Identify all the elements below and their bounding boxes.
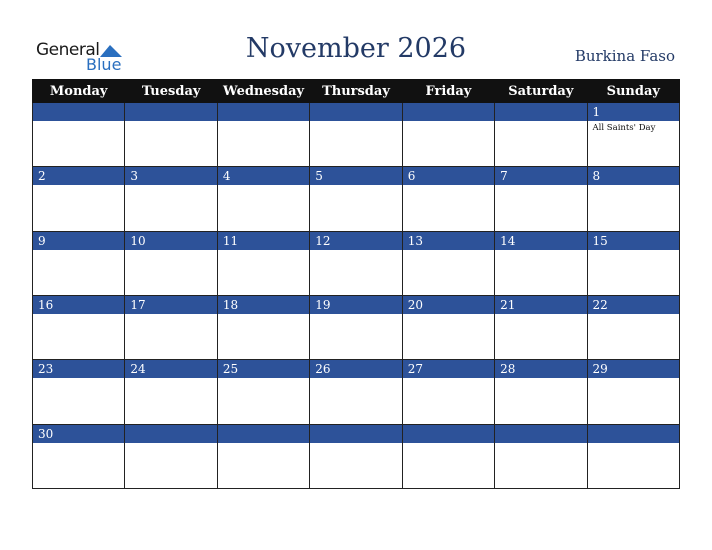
day-cell: [495, 103, 587, 167]
day-cell: [33, 103, 125, 167]
logo-blue-text: Blue: [86, 55, 122, 74]
day-cell: [125, 103, 217, 167]
day-cell: [217, 295, 309, 359]
week-row: [33, 167, 680, 231]
day-number: 16: [33, 296, 124, 314]
holiday-label: All Saints' Day: [592, 123, 656, 133]
weekday-header: Thursday: [310, 80, 402, 103]
day-number: 29: [588, 360, 679, 378]
day-cell: [125, 424, 217, 488]
day-cell: [310, 103, 402, 167]
day-number: 11: [218, 232, 309, 250]
day-number: [125, 425, 216, 443]
day-number: 3: [125, 167, 216, 185]
day-cell: [33, 167, 125, 231]
day-cell: [587, 167, 679, 231]
day-number: 2: [33, 167, 124, 185]
day-cell: [587, 360, 679, 424]
day-cell: [402, 295, 494, 359]
day-number: 1: [588, 103, 679, 121]
weekday-header: Saturday: [495, 80, 587, 103]
day-number: 15: [588, 232, 679, 250]
day-number: 4: [218, 167, 309, 185]
calendar-body: [33, 103, 680, 489]
weekday-header: Monday: [33, 80, 125, 103]
day-number: 14: [495, 232, 586, 250]
day-cell: [33, 424, 125, 488]
day-cell: [33, 231, 125, 295]
day-cell: [217, 424, 309, 488]
day-number: 25: [218, 360, 309, 378]
day-number: 24: [125, 360, 216, 378]
day-cell: [310, 424, 402, 488]
day-number: [495, 103, 586, 121]
weekday-header-row: [33, 80, 680, 103]
day-number: [310, 425, 401, 443]
day-number: 21: [495, 296, 586, 314]
day-number: [310, 103, 401, 121]
day-cell: [125, 231, 217, 295]
day-cell: [402, 360, 494, 424]
week-row: [33, 295, 680, 359]
day-cell: [217, 360, 309, 424]
day-cell: [125, 360, 217, 424]
day-number: [218, 103, 309, 121]
day-number: [218, 425, 309, 443]
week-row: [33, 424, 680, 488]
day-cell: [217, 167, 309, 231]
day-cell: [495, 295, 587, 359]
day-number: 12: [310, 232, 401, 250]
day-number: [495, 425, 586, 443]
weekday-header: Friday: [402, 80, 494, 103]
day-number: 26: [310, 360, 401, 378]
day-cell: [402, 167, 494, 231]
day-number: 13: [403, 232, 494, 250]
day-cell: [587, 103, 679, 167]
week-row: [33, 360, 680, 424]
day-cell: [495, 167, 587, 231]
weekday-header: Sunday: [587, 80, 679, 103]
calendar-grid: [32, 79, 680, 489]
day-number: 28: [495, 360, 586, 378]
week-row: [33, 231, 680, 295]
day-cell: [217, 231, 309, 295]
day-number: 18: [218, 296, 309, 314]
logo-general-text: General: [36, 40, 100, 60]
day-number: [33, 103, 124, 121]
day-cell: [587, 231, 679, 295]
day-cell: [310, 360, 402, 424]
day-number: 22: [588, 296, 679, 314]
day-cell: [310, 231, 402, 295]
week-row: [33, 103, 680, 167]
day-cell: [33, 295, 125, 359]
day-cell: [125, 295, 217, 359]
day-number: 17: [125, 296, 216, 314]
day-number: 30: [33, 425, 124, 443]
day-cell: [217, 103, 309, 167]
day-cell: [125, 167, 217, 231]
day-number: 20: [403, 296, 494, 314]
day-number: [403, 425, 494, 443]
day-number: 5: [310, 167, 401, 185]
weekday-header: Tuesday: [125, 80, 217, 103]
day-cell: [310, 295, 402, 359]
weekday-header: Wednesday: [217, 80, 309, 103]
day-cell: [495, 424, 587, 488]
day-cell: [402, 231, 494, 295]
day-cell: [402, 424, 494, 488]
day-cell: [587, 424, 679, 488]
day-number: 8: [588, 167, 679, 185]
day-cell: [495, 231, 587, 295]
day-number: 19: [310, 296, 401, 314]
day-number: 10: [125, 232, 216, 250]
day-number: [403, 103, 494, 121]
day-cell: [495, 360, 587, 424]
page-title: November 2026: [245, 33, 467, 64]
day-number: [588, 425, 679, 443]
day-number: 6: [403, 167, 494, 185]
day-cell: [587, 295, 679, 359]
country-label: Burkina Faso: [574, 47, 675, 65]
day-cell: [33, 360, 125, 424]
day-cell: [402, 103, 494, 167]
day-number: 7: [495, 167, 586, 185]
day-number: 23: [33, 360, 124, 378]
day-number: 9: [33, 232, 124, 250]
day-number: 27: [403, 360, 494, 378]
day-number: [125, 103, 216, 121]
day-cell: [310, 167, 402, 231]
